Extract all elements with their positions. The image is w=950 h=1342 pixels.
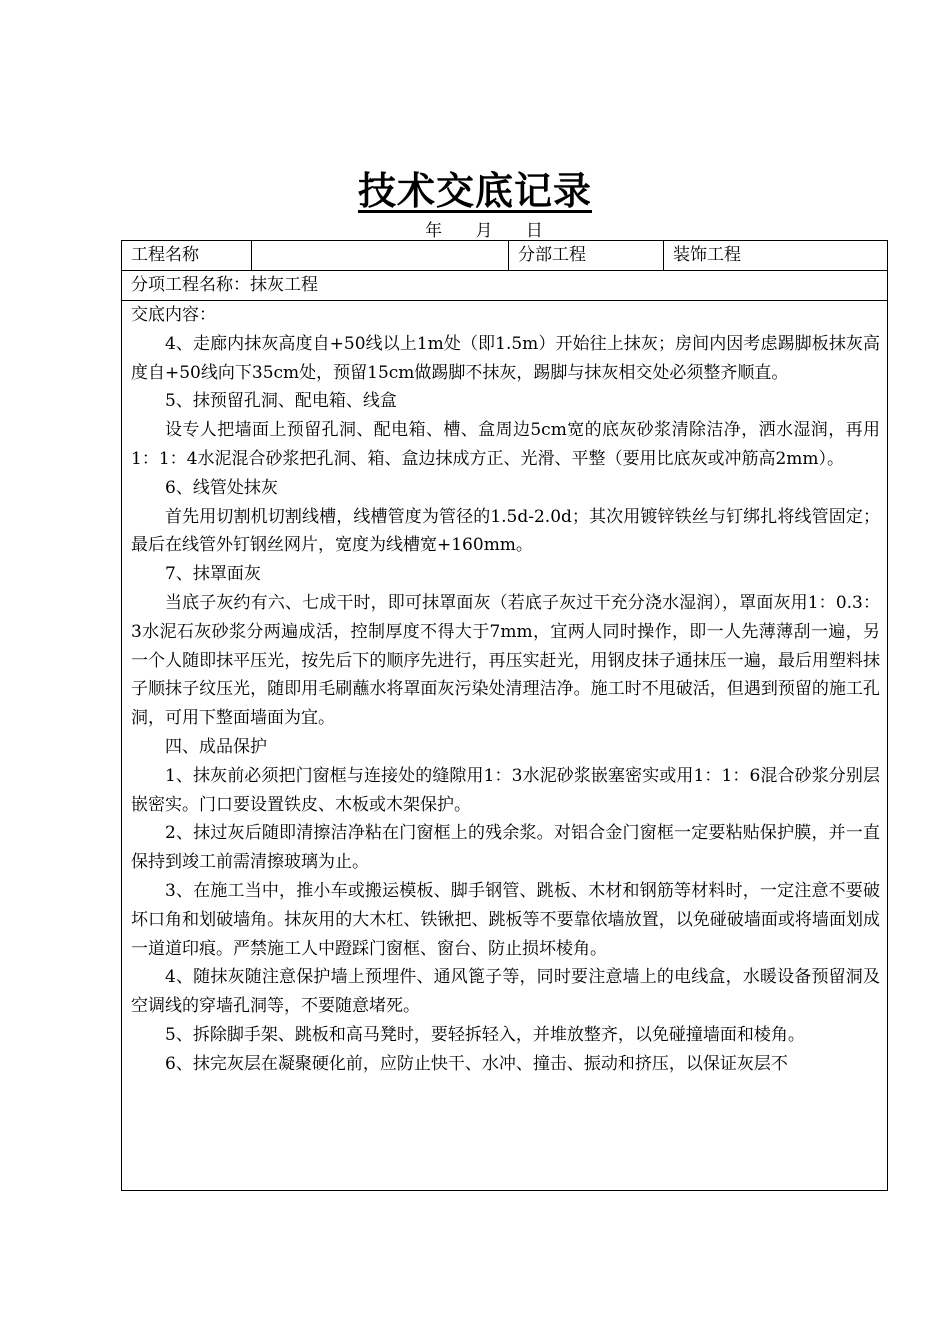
paragraph: 7、抹罩面灰: [165, 564, 261, 585]
date-day: 日: [525, 221, 543, 241]
paragraph: 6、抹完灰层在凝聚硬化前，应防止快干、水冲、撞击、振动和挤压，以保证灰层不: [165, 1053, 788, 1074]
section-heading: 四、成品保护: [165, 736, 267, 757]
paragraph: 5、拆除脚手架、跳板和高马凳时，要轻拆轻入，并堆放整齐，以免碰撞墙面和棱角。: [165, 1024, 805, 1045]
date-line: [0, 216, 950, 241]
paragraph: 3、在施工当中，推小车或搬运模板、脚手钢管、跳板、木材和钢筋等材料时，一定注意不要破坏口角和划破墙角。抹灰用的大木杠、铁锹把、跳板等不要靠依墙放置，以免碰破墙面或将墙面划成一道道印痕。严禁施工人中蹬踩门窗框、窗台、防止损坏棱角。: [131, 880, 880, 959]
header-row: [122, 241, 887, 271]
division-label: 分部工程: [509, 241, 664, 270]
project-name-value: [252, 241, 509, 270]
date-year: 年: [425, 221, 443, 241]
paragraph: 首先用切割机切割线槽，线槽管度为管径的1.5d-2.0d；其次用镀锌铁丝与钉绑扎将线管固定；最后在线管外钉钢丝网片，宽度为线槽宽+160mm。: [131, 506, 880, 556]
paragraph: 1、抹灰前必须把门窗框与连接处的缝隙用1：3水泥砂浆嵌塞密实或用1：1：6混合砂浆分别层嵌密实。门口要设置铁皮、木板或木架保护。: [131, 765, 880, 815]
paragraph: 2、抹过灰后随即清擦洁净粘在门窗框上的残余浆。对铝合金门窗框一定要粘贴保护膜，并一直保持到竣工前需清擦玻璃为止。: [131, 823, 880, 873]
paragraph: 4、随抹灰随注意保护墙上预埋件、通风篦子等，同时要注意墙上的电线盒，水暖设备预留洞及空调线的穿墙孔洞等，不要随意堵死。: [131, 967, 880, 1017]
paragraph: 当底子灰约有六、七成干时，即可抹罩面灰（若底子灰过干充分浇水湿润），罩面灰用1：0.3：3水泥石灰砂浆分两遍成活，控制厚度不得大于7mm，宜两人同时操作，即一人先薄薄刮一遍，另一个人随即抹平压光，按先后下的顺序先进行，再压实赶光，用钢皮抹子通抹压一遍，最后用塑料抹子顺抹子纹压光，随即用毛刷蘸水将罩面灰污染处清理洁净。施工时不甩破活，但遇到预留的施工孔洞，可用下整面墙面为宜。: [131, 592, 880, 729]
division-value: 装饰工程: [673, 245, 741, 265]
paragraph: 4、走廊内抹灰高度自+50线以上1m处（即1.5m）开始往上抹灰；房间内因考虑踢脚板抹灰高度自+50线向下35cm处，预留15cm做踢脚不抹灰，踢脚与抹灰相交处必须整齐顺直。: [131, 333, 880, 383]
date-month: 月: [475, 221, 493, 241]
content-heading: 交底内容：: [131, 305, 216, 325]
content-section: [131, 301, 880, 1079]
project-name-label: 工程名称: [122, 241, 252, 270]
document-title: 技术交底记录: [357, 169, 592, 213]
paragraph: 设专人把墙面上预留孔洞、配电箱、槽、盒周边5cm宽的底灰砂浆清除洁净，洒水湿润，再用1：1：4水泥混合砂浆把孔洞、箱、盒边抹成方正、光滑、平整（要用比底灰或冲筋高2mm）。: [131, 420, 880, 469]
record-table: [121, 240, 888, 1191]
paragraph: 5、抹预留孔洞、配电箱、线盒: [165, 391, 397, 412]
paragraph: 6、线管处抹灰: [165, 477, 278, 498]
subitem-row: 分项工程名称：抹灰工程: [122, 271, 887, 301]
